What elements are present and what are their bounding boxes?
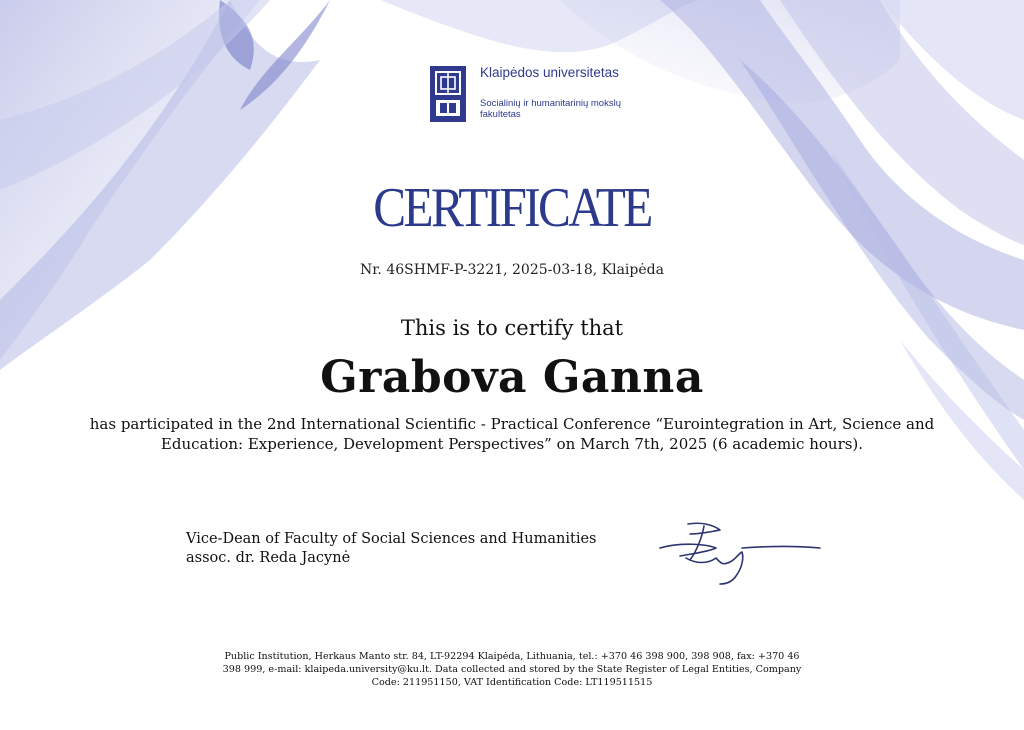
signatory-block	[186, 530, 606, 568]
signatory-position: Vice-Dean of Faculty of Social Sciences and Humanities	[186, 531, 597, 547]
certificate-title: CERTIFICATE	[373, 177, 651, 239]
institution-footer: Public Institution, Herkaus Manto str. 84, LT-92294 Klaipėda, Lithuania, tel.: +370 46 398 900, 398 908, fax: +370 46 398 999, e-mail: klaipeda.university@ku.lt. Data collected and stored by the State Register of Legal Entities, Company Code: 211951150, VAT Identification Code: LT119511515	[222, 651, 802, 688]
registration-number: Nr. 46SHMF-P-3221, 2025-03-18, Klaipėda	[360, 262, 664, 278]
recipient-name: Grabova Ganna	[320, 352, 704, 403]
university-logo	[430, 66, 620, 126]
university-crest-icon	[430, 66, 466, 122]
participation-description: has participated in the 2nd International Scientific - Practical Conference “Eurointegration in Art, Science and Education: Experience, Development Perspectives” on March 7th, 2025 (6 academic hours).	[89, 415, 935, 453]
faculty-name: Socialinių ir humanitarinių mokslų fakultetas	[480, 98, 621, 120]
signatory-name: assoc. dr. Reda Jacynė	[186, 550, 351, 566]
certify-line: This is to certify that	[400, 316, 624, 340]
handwritten-signature	[650, 512, 830, 592]
university-name: Klaipėdos universitetas	[480, 65, 619, 80]
